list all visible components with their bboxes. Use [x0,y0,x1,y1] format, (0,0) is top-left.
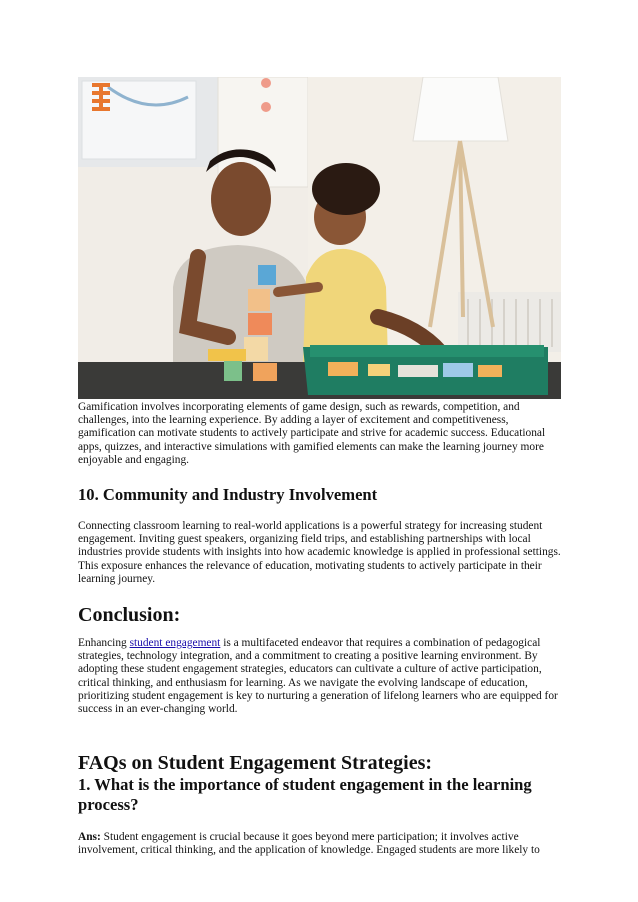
conclusion-heading: Conclusion: [78,604,181,627]
article-photo [78,77,561,399]
brand-logo-icon [92,83,110,111]
conclusion-text-after: is a multifaceted endeavor that requires a combination of pedagogical strategies, technology integration, and a commitment to creating a positive learning environment. By adopting these student engagement strategies, educators can cultivate a culture of active participation, critical thinking, and enthusiasm for learning. As we navigate the evolving landscape of education, prioritizing student engagement is key to nurturing a generation of lifelong learners who are equipped for success in an ever-changing world. [78,637,558,716]
conclusion-paragraph [78,637,562,716]
article-content [78,401,562,858]
answer-text: Student engagement is crucial because it goes beyond mere participation; it involves active involvement, critical thinking, and the application of knowledge. Engaged students are more likely to [78,831,540,857]
conclusion-text-before: Enhancing [78,637,130,650]
section-10-heading: 10. Community and Industry Involvement [78,485,378,505]
gamification-paragraph: Gamification involves incorporating elements of game design, such as rewards, competition, and challenges, into the learning experience. By adding a layer of excitement and competitiveness, gamification can motivate students to actively participate and strive for academic success. Educational apps, quizzes, and interactive simulations with gamified elements can make the learning journey more enjoyable and engaging. [78,401,546,466]
photo-illustration [78,77,561,399]
faq-answer-1 [78,831,562,857]
faq-question-1: 1. What is the importance of student engagement in the learning process? [78,775,532,815]
community-paragraph: Connecting classroom learning to real-world applications is a powerful strategy for increasing student engagement. Inviting guest speakers, organizing field trips, and establishing partnerships with local industries provide students with insights into how academic knowledge is applied in professional settings. This exposure enhances the relevance of education, motivating students to actively participate in their learning journey. [78,520,561,585]
student-engagement-link[interactable]: student engagement [129,637,221,650]
faqs-heading: FAQs on Student Engagement Strategies: [78,752,433,775]
answer-label: Ans: [78,831,101,844]
